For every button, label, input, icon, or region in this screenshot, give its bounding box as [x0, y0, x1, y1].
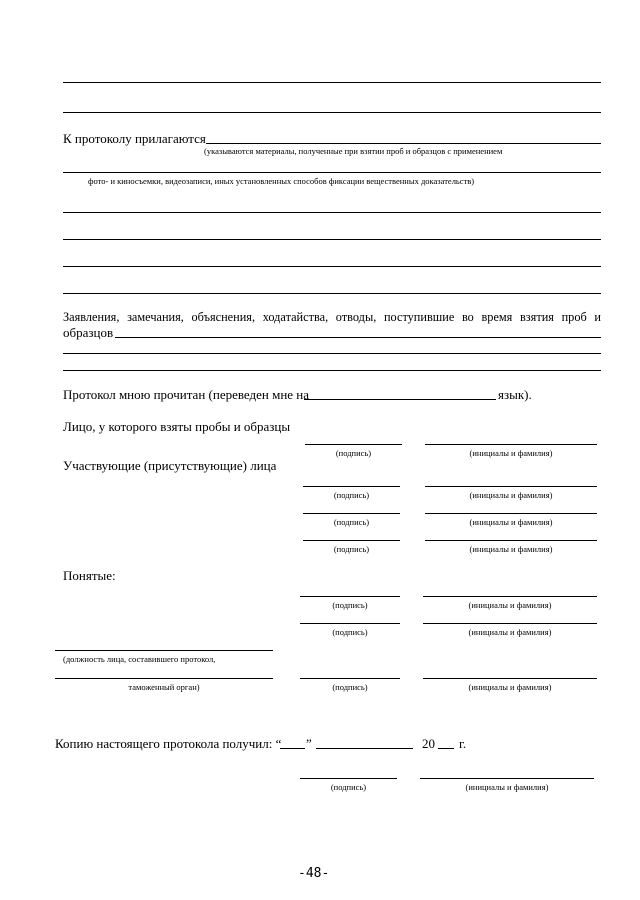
signature-field[interactable]: (подпись)	[300, 596, 400, 610]
day-field[interactable]	[280, 748, 305, 749]
blank-line[interactable]	[63, 172, 601, 173]
blank-line[interactable]	[63, 212, 601, 213]
blank-line[interactable]	[63, 239, 601, 240]
statements-field[interactable]	[115, 337, 601, 338]
blank-line	[63, 82, 601, 83]
year-suffix: г.	[459, 736, 467, 751]
attachments-field[interactable]	[206, 143, 601, 144]
blank-line[interactable]	[63, 266, 601, 267]
initials-field[interactable]: (инициалы и фамилия)	[425, 513, 597, 527]
signature-field[interactable]: (подпись)	[300, 678, 400, 692]
participants-label: Участвующие (присутствующие) лица	[63, 458, 277, 473]
attachments-hint: фото- и киносъемки, видеозаписи, иных установленных способов фиксации вещественных доказательств)	[88, 176, 475, 186]
initials-field[interactable]: (инициалы и фамилия)	[425, 540, 597, 554]
composer-position-field[interactable]: (должность лица, составившего протокол,	[55, 650, 273, 664]
initials-field[interactable]: (инициалы и фамилия)	[423, 678, 597, 692]
statements-text: Заявления, замечания, объяснения, ходатайства, отводы, поступившие во время взятия проб и	[63, 310, 601, 324]
page-number: -48-	[298, 866, 330, 881]
copy-label: Копию настоящего протокола получил: “	[55, 736, 282, 751]
reading-suffix: язык).	[498, 387, 532, 402]
initials-field[interactable]: (инициалы и фамилия)	[423, 623, 597, 637]
initials-field[interactable]: (инициалы и фамилия)	[420, 778, 594, 792]
person-label: Лицо, у которого взяты пробы и образцы	[63, 419, 291, 434]
initials-field[interactable]: (инициалы и фамилия)	[425, 486, 597, 500]
reading-text: Протокол мною прочитан (переведен мне на	[63, 387, 310, 402]
witnesses-label: Понятые:	[63, 568, 116, 583]
signature-field[interactable]: (подпись)	[305, 444, 402, 458]
statements-text: образцов	[63, 325, 114, 340]
blank-line[interactable]	[63, 293, 601, 294]
blank-line[interactable]	[63, 353, 601, 354]
attachments-hint: (указываются материалы, полученные при взятии проб и образцов с применением	[204, 146, 503, 156]
initials-field[interactable]: (инициалы и фамилия)	[423, 596, 597, 610]
initials-field[interactable]: (инициалы и фамилия)	[425, 444, 597, 458]
signature-field[interactable]: (подпись)	[303, 486, 400, 500]
blank-line	[63, 112, 601, 113]
signature-field[interactable]: (подпись)	[303, 513, 400, 527]
customs-body-field[interactable]: таможенный орган)	[55, 678, 273, 692]
year-prefix: 20	[422, 736, 435, 751]
blank-line[interactable]	[63, 370, 601, 371]
signature-field[interactable]: (подпись)	[300, 778, 397, 792]
language-field[interactable]	[304, 399, 496, 400]
signature-field[interactable]: (подпись)	[300, 623, 400, 637]
attachments-label: К протоколу прилагаются	[63, 131, 206, 146]
month-field[interactable]	[316, 748, 413, 749]
copy-quote-close: ”	[306, 736, 312, 751]
signature-field[interactable]: (подпись)	[303, 540, 400, 554]
year-field[interactable]	[438, 748, 454, 749]
